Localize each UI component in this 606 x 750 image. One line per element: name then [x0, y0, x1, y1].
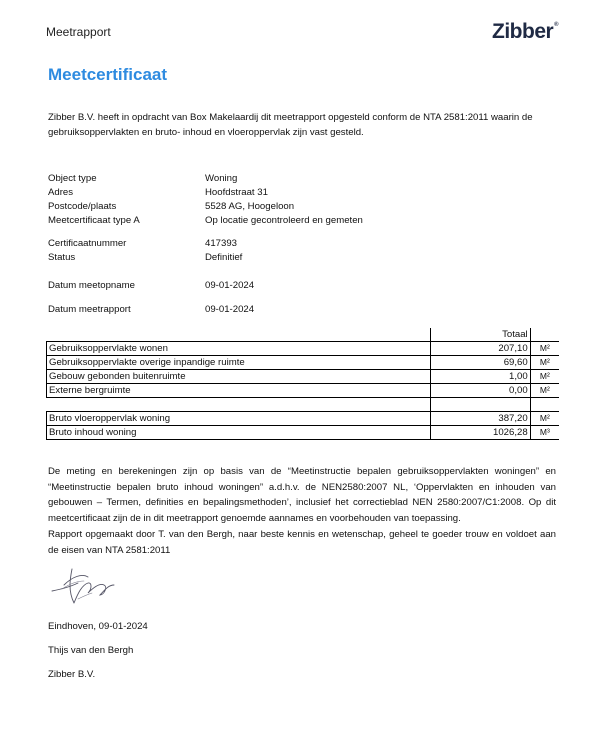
row-value: 0,00 — [430, 384, 530, 398]
row-label: Gebruiksoppervlakte overige inpandige ruimte — [47, 356, 431, 370]
intro-paragraph: Zibber B.V. heeft in opdracht van Box Makelaardij dit meetrapport opgesteld conform de NTA 2581:2011 waarin de gebruiksoppervlakten en bruto- inhoud en vloeroppervlak zijn vast gesteld. — [48, 112, 533, 138]
row-value: 1026,28 — [430, 426, 530, 440]
logo-text: Zibber — [492, 20, 554, 43]
company-name: Zibber B.V. — [48, 669, 96, 680]
detail-value: Definitief — [205, 252, 243, 263]
row-unit: M² — [530, 370, 559, 384]
row-unit: M³ — [530, 426, 559, 440]
detail-value: 09-01-2024 — [205, 280, 255, 291]
detail-label: Postcode/plaats — [48, 201, 117, 212]
row-unit: M² — [530, 356, 559, 370]
detail-value: 09-01-2024 — [205, 304, 255, 315]
detail-value: 417393 — [205, 238, 238, 249]
table-row — [47, 412, 560, 426]
row-unit: M² — [530, 342, 559, 356]
place-date: Eindhoven, 09-01-2024 — [48, 621, 148, 632]
detail-value: 5528 AG, Hoogeloon — [205, 201, 295, 212]
area-table — [46, 328, 559, 440]
signature-scribble-icon — [48, 563, 120, 607]
detail-label: Datum meetopname — [48, 280, 135, 291]
table-row — [47, 384, 560, 398]
row-label: Bruto inhoud woning — [47, 426, 431, 440]
detail-label: Object type — [48, 173, 97, 184]
signer-name: Thijs van den Bergh — [48, 645, 134, 656]
row-value: 387,20 — [430, 412, 530, 426]
row-unit: M² — [530, 412, 559, 426]
detail-value: Op locatie gecontroleerd en gemeten — [205, 215, 363, 226]
total-column-header: Totaal — [430, 328, 530, 342]
detail-label: Certificaatnummer — [48, 238, 127, 249]
row-value: 69,60 — [430, 356, 530, 370]
zibber-logo — [492, 20, 558, 44]
report-paragraph: Rapport opgemaakt door T. van den Bergh, naar beste kennis en wetenschap, geheel te goeder trouw en voldoet aan de eisen van NTA 2581:2011 — [48, 529, 556, 556]
table-row — [47, 342, 560, 356]
row-value: 207,10 — [430, 342, 530, 356]
table-row — [47, 356, 560, 370]
row-unit: M² — [530, 384, 559, 398]
table-row — [47, 370, 560, 384]
row-label: Gebruiksoppervlakte wonen — [47, 342, 431, 356]
detail-value: Woning — [205, 173, 238, 184]
table-row — [47, 426, 560, 440]
detail-value: Hoofdstraat 31 — [205, 187, 268, 198]
page-title: Meetcertificaat — [48, 65, 168, 84]
method-paragraph: De meting en berekeningen zijn op basis van de “Meetinstructie bepalen gebruiksoppervlakten woningen” en “Meetinstructie bepalen bruto inhoud woningen” a.d.h.v. de NEN2580:2007 NL, ‘Oppervlakten en inhouden van gebouwen – Termen, definities en bepalingsmethoden’, inclusief het correctieblad NEN 2580:2007/C1:2008. Op dit meetcertificaat zijn de in dit meetrapport genoemde aannames en voorbehouden van toepassing. — [48, 466, 556, 524]
signature-image — [48, 563, 120, 612]
row-value: 1,00 — [430, 370, 530, 384]
detail-label: Datum meetrapport — [48, 304, 131, 315]
row-label: Externe bergruimte — [47, 384, 431, 398]
detail-label: Adres — [48, 187, 74, 198]
row-label: Gebouw gebonden buitenruimte — [47, 370, 431, 384]
logo-registered-mark: ® — [554, 22, 559, 28]
report-header-label: Meetrapport — [46, 25, 111, 39]
detail-label: Status — [48, 252, 76, 263]
detail-label: Meetcertificaat type A — [48, 215, 140, 226]
area-table-header — [47, 328, 560, 342]
table-spacer — [47, 398, 560, 412]
row-label: Bruto vloeroppervlak woning — [47, 412, 431, 426]
